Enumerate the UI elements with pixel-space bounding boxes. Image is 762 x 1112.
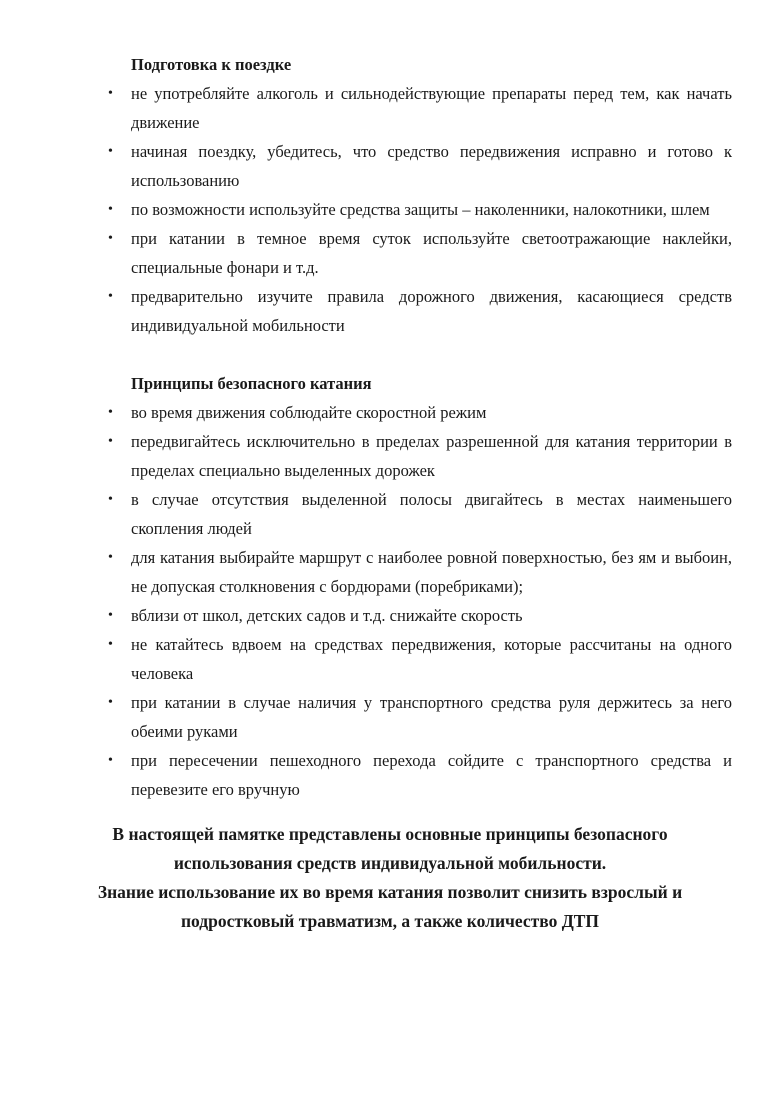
bullet-icon: • — [108, 608, 113, 623]
bullet-icon: • — [108, 753, 113, 768]
list-item: • по возможности используйте средства защиты – наколенники, налокотники, шлем — [0, 195, 732, 224]
list-item: • при катании в случае наличия у транспортного средства руля держитесь за него обеими руками — [0, 688, 732, 746]
list-item: • не катайтесь вдвоем на средствах передвижения, которые рассчитаны на одного человека — [0, 630, 732, 688]
bullet-icon: • — [108, 492, 113, 507]
list-item: • при пересечении пешеходного перехода сойдите с транспортного средства и перевезите его вручную — [0, 746, 732, 804]
list-item: • в случае отсутствия выделенной полосы двигайтесь в местах наименьшего скопления людей — [0, 485, 732, 543]
safe-riding-list — [0, 398, 762, 804]
list-item: • предварительно изучите правила дорожного движения, касающиеся средств индивидуальной мобильности — [0, 282, 732, 340]
conclusion-line: В настоящей памятке представлены основные принципы безопасного — [112, 824, 668, 844]
conclusion-line: использования средств индивидуальной мобильности. — [173, 853, 607, 873]
bullet-icon: • — [108, 434, 113, 449]
bullet-icon: • — [108, 289, 113, 304]
section-title-preparation: Подготовка к поездке — [131, 55, 292, 74]
bullet-icon: • — [108, 202, 113, 217]
list-item: • при катании в темное время суток используйте светоотражающие наклейки, специальные фонари и т.д. — [0, 224, 732, 282]
bullet-icon: • — [108, 231, 113, 246]
list-item: • не употребляйте алкоголь и сильнодействующие препараты перед тем, как начать движение — [0, 79, 732, 137]
bullet-icon: • — [108, 405, 113, 420]
list-item: • вблизи от школ, детских садов и т.д. снижайте скорость — [0, 601, 732, 630]
section-title-safe-riding: Принципы безопасного катания — [131, 374, 372, 393]
bullet-icon: • — [108, 637, 113, 652]
bullet-icon: • — [108, 86, 113, 101]
bullet-icon: • — [108, 144, 113, 159]
list-item: • начиная поездку, убедитесь, что средство передвижения исправно и готово к использованию — [0, 137, 732, 195]
bullet-icon: • — [108, 695, 113, 710]
bullet-icon: • — [108, 550, 113, 565]
conclusion-paragraph — [40, 820, 740, 936]
preparation-list — [0, 79, 762, 340]
list-item: • для катания выбирайте маршрут с наиболее ровной поверхностью, без ям и выбоин, не допуская столкновения с бордюрами (поребриками); — [0, 543, 732, 601]
conclusion-line: Знание использование их во время катания позволит снизить взрослый и — [97, 882, 683, 902]
list-item: • во время движения соблюдайте скоростной режим — [0, 398, 732, 427]
list-item: • передвигайтесь исключительно в пределах разрешенной для катания территории в пределах специально выделенных дорожек — [0, 427, 732, 485]
conclusion-line: подростковый травматизм, а также количество ДТП — [180, 911, 600, 931]
